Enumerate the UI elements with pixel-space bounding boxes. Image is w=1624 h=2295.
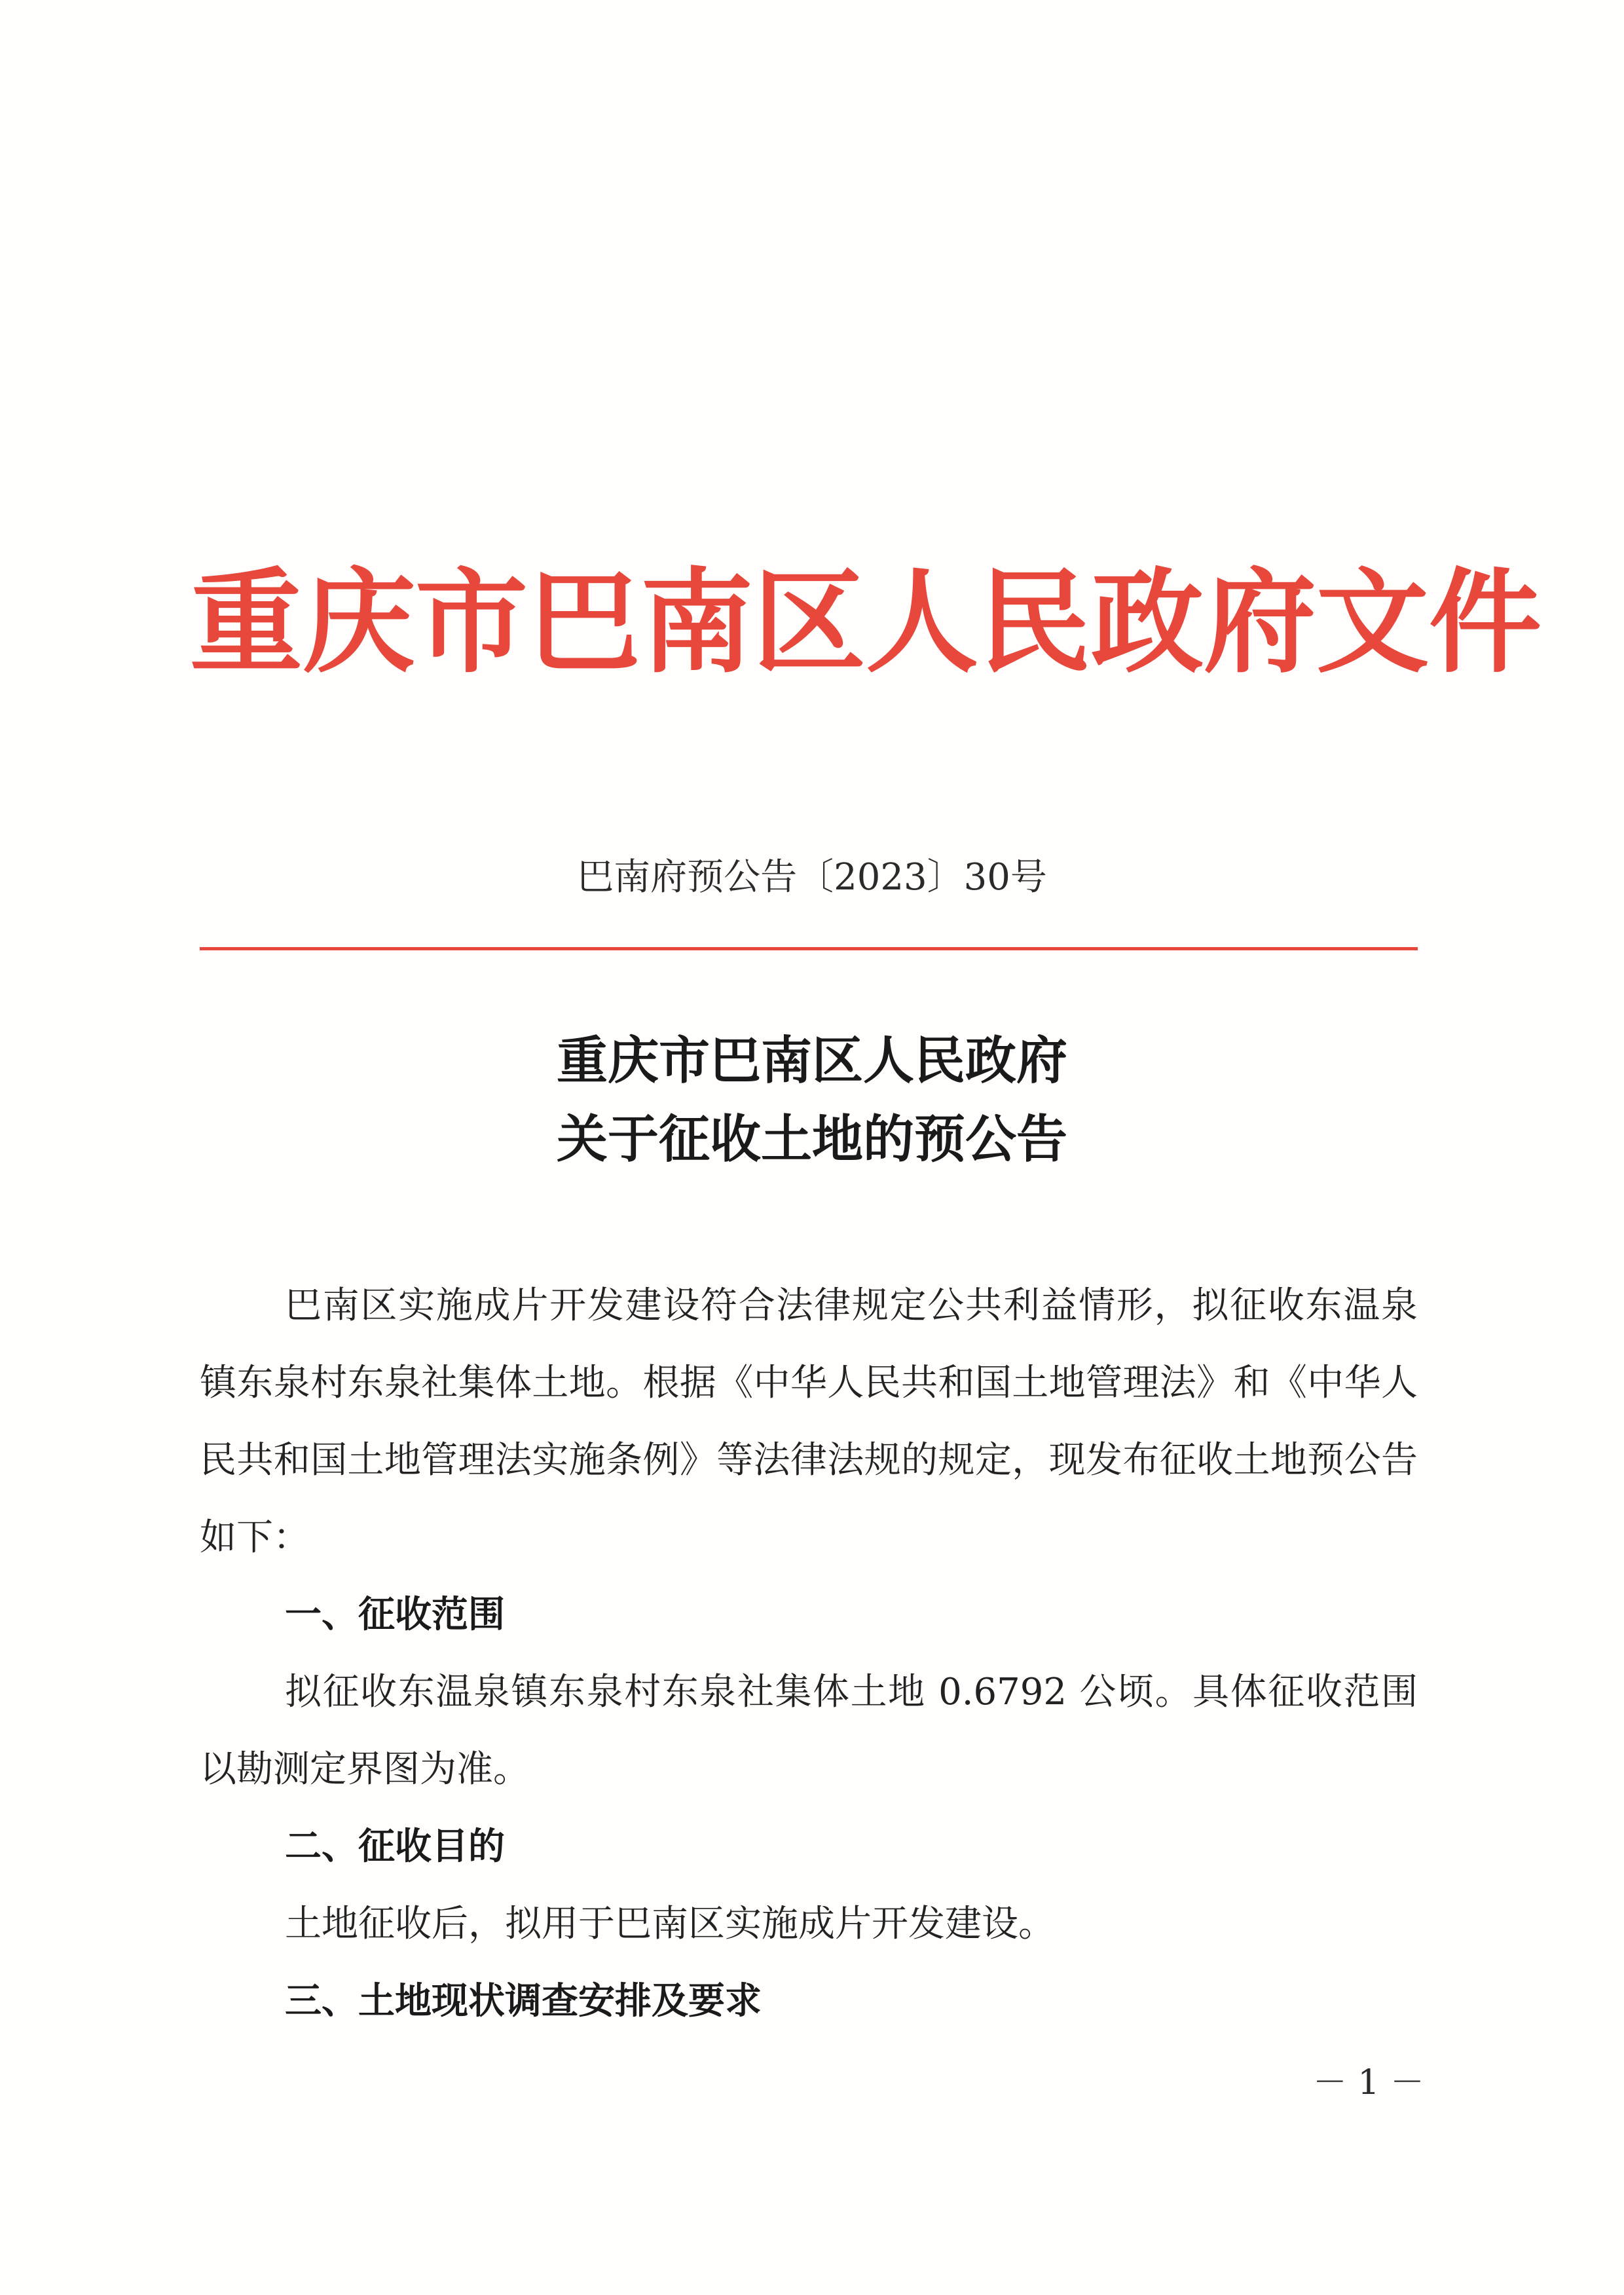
section-text-scope: 拟征收东温泉镇东泉村东泉社集体土地 0.6792 公顷。具体征收范围以勘测定界图为准。 xyxy=(200,1671,1418,1791)
notice-title xyxy=(0,1022,1624,1179)
notice-body xyxy=(200,1267,1418,2040)
red-separator-line xyxy=(200,947,1418,950)
intro-paragraph: 巴南区实施成片开发建设符合法律规定公共利益情形，拟征收东温泉镇东泉村东泉社集体土地。根据《中华人民共和国土地管理法》和《中华人民共和国土地管理法实施条例》等法律法规的规定，现发布征收土地预公告如下： xyxy=(200,1284,1418,1559)
section-heading-survey: 三、土地现状调查安排及要求 xyxy=(285,1980,762,2023)
red-masthead: 重庆市巴南区人民政府文件 xyxy=(190,555,1541,688)
section-heading-scope: 一、征收范围 xyxy=(285,1594,505,1636)
notice-title-line-1: 重庆市巴南区人民政府 xyxy=(556,1031,1067,1091)
notice-title-line-2: 关于征收土地的预公告 xyxy=(556,1110,1067,1169)
section-text-purpose: 土地征收后，拟用于巴南区实施成片开发建设。 xyxy=(285,1903,1055,1945)
page-number: － 1 － xyxy=(1312,2063,1424,2102)
document-number: 巴南府预公告〔2023〕30号 xyxy=(577,856,1047,899)
section-heading-purpose: 二、征收目的 xyxy=(285,1825,505,1868)
